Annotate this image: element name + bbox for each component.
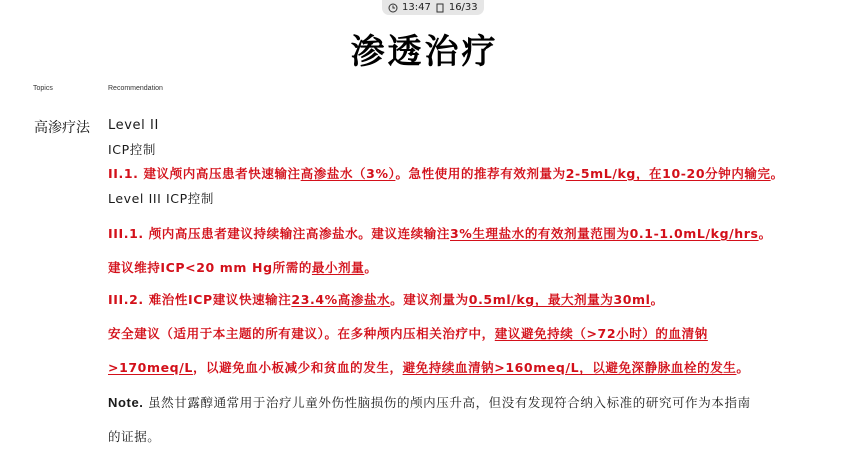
recommendation-iii-1-cont	[108, 259, 377, 277]
page-title: 渗透治疗	[350, 32, 499, 72]
rec-text: 。建议剂量为	[390, 292, 469, 307]
safety-recommendation	[108, 325, 708, 343]
note-text: 虽然甘露醇通常用于治疗儿童外伤性脑损伤的颅内压升高，但没有发现符合纳入标准的研究可作为本指南	[143, 395, 751, 410]
rec-text: III.2. 难治性ICP建议快速输注	[108, 292, 292, 307]
rec-text: 。急性使用的推荐有效剂量为	[395, 166, 566, 181]
rec-text: 。	[364, 260, 378, 275]
rec-text: 。	[770, 166, 784, 181]
rec-text: III.1. 颅内高压患者建议持续输注高渗盐水。建议连续输注	[108, 226, 450, 241]
rec-text: 建议维持ICP<20 mm Hg所需的	[108, 260, 312, 275]
rec-text: 。	[736, 360, 750, 375]
status-pill	[382, 0, 484, 15]
rec-text-underlined: 建议避免持续（>72小时）的血清钠	[494, 326, 708, 341]
note-line	[108, 394, 751, 412]
rec-text-underlined: 2-5mL/kg，在10-20分钟内输完	[565, 166, 771, 181]
rec-text: 。	[650, 292, 664, 307]
clock-icon	[388, 3, 398, 13]
rec-text-underlined: 最小剂量	[311, 260, 365, 275]
status-time: 13:47	[402, 2, 431, 13]
level-iii-heading: Level III ICP控制	[108, 191, 214, 206]
rec-text: ，以避免血小板减少和贫血的发生，	[192, 360, 403, 375]
column-header-topics: Topics	[33, 85, 53, 92]
recommendation-iii-1	[108, 225, 772, 243]
recommendation-iii-2	[108, 291, 664, 309]
note-line-cont: 的证据。	[108, 429, 161, 444]
rec-text-underlined: 避免持续血清钠>160meq/L，以避免深静脉血栓的发生	[402, 360, 737, 375]
rec-text-underlined: 高渗盐水（3%）	[300, 166, 396, 181]
note-label: Note.	[108, 395, 144, 410]
safety-recommendation-cont	[108, 359, 750, 377]
rec-text-underlined: 0.5ml/kg，最大剂量为30ml	[468, 292, 651, 307]
rec-text-underlined: >170meq/L	[108, 360, 193, 375]
recommendation-ii-1	[108, 165, 784, 183]
status-page: 16/33	[448, 2, 478, 13]
column-header-recommendation: Recommendation	[108, 85, 163, 92]
topic-label: 高渗疗法	[34, 120, 90, 136]
rec-text-underlined: 23.4%高渗盐水	[291, 292, 391, 307]
rec-text-underlined: 3%生理盐水的有效剂量范围为0.1-1.0mL/kg/hrs	[450, 226, 759, 241]
rec-text: II.1. 建议颅内高压患者快速输注	[108, 166, 301, 181]
page-icon	[435, 3, 445, 13]
icp-control-label: ICP控制	[108, 142, 156, 157]
rec-text: 。	[758, 226, 772, 241]
level-ii-heading: Level II	[108, 118, 159, 133]
rec-text: 安全建议（适用于本主题的所有建议）。在多种颅内压相关治疗中，	[108, 326, 495, 341]
